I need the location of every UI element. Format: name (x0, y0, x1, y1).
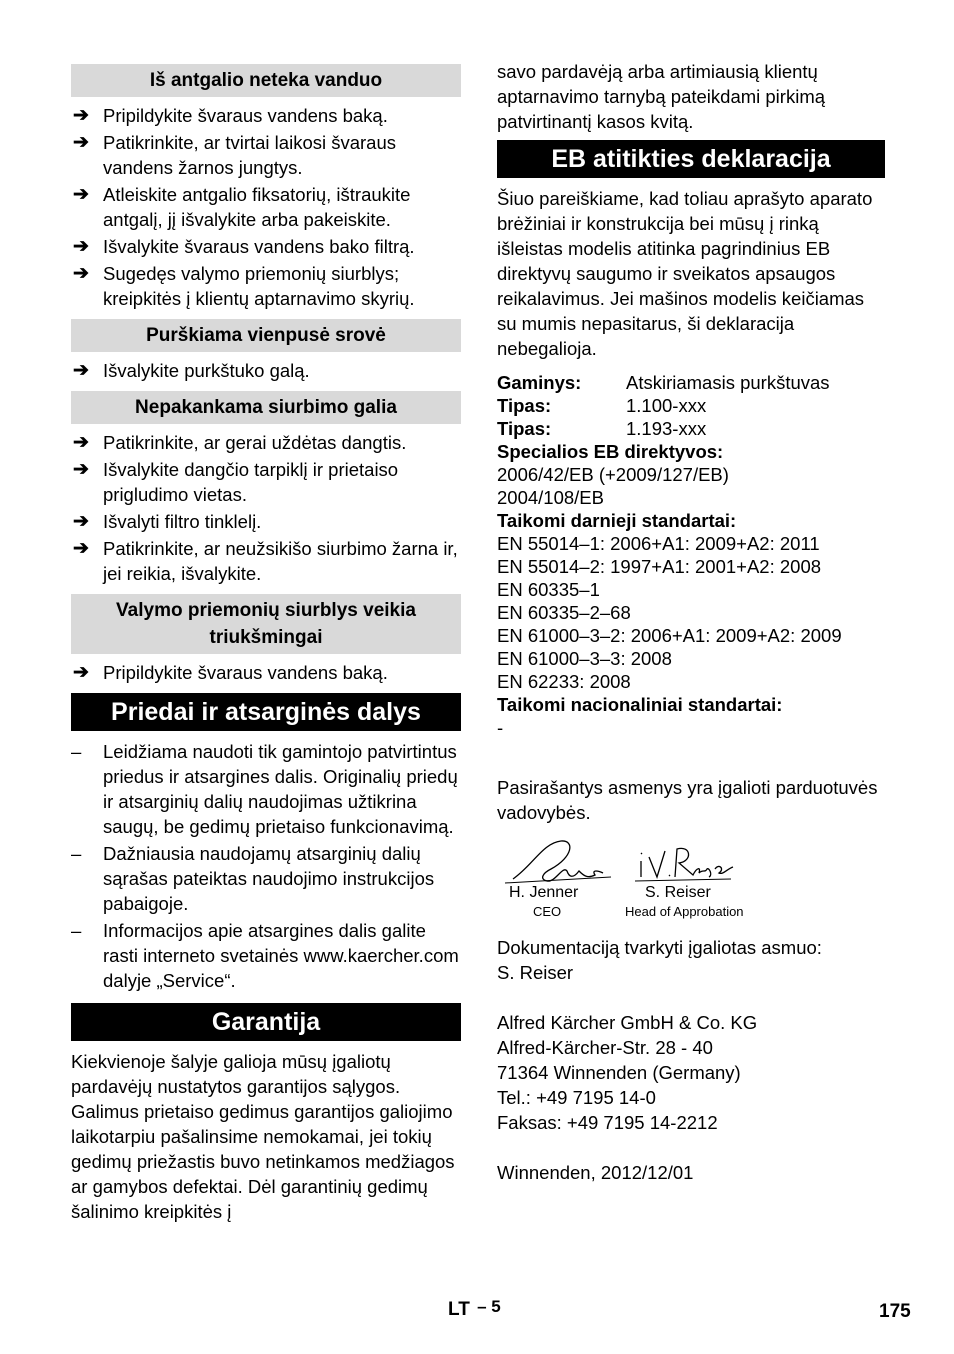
type-value: 1.100-xxx (626, 395, 707, 416)
list-item: ➔ Išvalyti filtro tinklelį. (73, 511, 262, 532)
type-label: Tipas: (497, 418, 552, 439)
standard: EN 60335–2–68 (497, 602, 631, 623)
signer1-role: CEO (533, 904, 562, 919)
warranty-continued: savo pardavėją arba artimiausią klientų aptarnavimo tarnybą pateikdami pirkimą patvirtinantį kasos kvitą. (497, 61, 826, 132)
signatories-text: Pasirašantys asmenys yra įgalioti parduotuvės vadovybės. (497, 777, 878, 823)
arrow-right-icon: ➔ (73, 263, 89, 284)
arrow-right-icon: ➔ (73, 511, 89, 532)
standard: EN 61000–3–3: 2008 (497, 648, 672, 669)
list-low-suction (71, 430, 461, 586)
heading-declaration: EB atitikties deklaracija (497, 140, 885, 178)
doc-person: S. Reiser (497, 962, 574, 983)
signer2-role: Head of Approbation (625, 904, 744, 919)
signature-prefix (497, 835, 498, 860)
arrow-right-icon: ➔ (73, 236, 89, 257)
list-item: ➔ Patikrinkite, ar tvirtai laikosi švaraus vandens žarnos jungtys. (73, 132, 397, 178)
arrow-right-icon: ➔ (73, 459, 89, 480)
list-item: ➔ Pripildykite švaraus vandens baką. (73, 105, 388, 126)
heading-one-sided-jet: Purškiama vienpusė srovė (71, 319, 461, 352)
product-value: Atskiriamasis purkštuvas (626, 372, 830, 393)
arrow-right-icon: ➔ (73, 184, 89, 205)
signatures (497, 835, 885, 935)
place-date: Winnenden, 2012/12/01 (497, 1162, 694, 1183)
national-value: - (497, 717, 504, 738)
list-accessories (71, 739, 461, 993)
list-item: ➔ Išvalykite dangčio tarpiklį ir prietaiso prigludimo vietas. (73, 459, 399, 505)
product-label: Gaminys: (497, 372, 582, 393)
heading-no-water: Iš antgalio neteka vanduo (71, 64, 461, 97)
directive: 2004/108/EB (497, 487, 604, 508)
directive: 2006/42/EB (+2009/127/EB) (497, 464, 729, 485)
right-column (497, 59, 885, 1185)
harmonized-label: Taikomi darnieji standartai: (497, 510, 737, 531)
list-item: – Informacijos apie atsargines dalis galite rasti interneto svetainės www.kaercher.com dalyje „Service“. (71, 920, 459, 991)
standard: EN 62233: 2008 (497, 671, 631, 692)
heading-noisy-pump: Valymo priemonių siurblys veikia triukšmingai (71, 594, 461, 654)
declaration-intro: Šiuo pareiškiame, kad toliau aprašyto aparato brėžiniai ir konstrukcija bei mūsų į rinką išleistas modelis atitinka pagrindinius EB direktyvų saugumo ir sveikatos apsaugos reikalavimus. Jei mašinos modelis keičiamas su mumis nepasitarus, ši deklaracija nebegalioja. (497, 188, 873, 359)
list-item: ➔ Patikrinkite, ar gerai uždėtas dangtis. (73, 432, 407, 453)
arrow-right-icon: ➔ (73, 662, 89, 683)
list-noisy-pump (71, 660, 461, 685)
list-one-sided-jet (71, 358, 461, 383)
type-label: Tipas: (497, 395, 552, 416)
address-line: Alfred Kärcher GmbH & Co. KG (497, 1012, 758, 1033)
arrow-right-icon: ➔ (73, 132, 89, 153)
list-no-water (71, 103, 461, 311)
warranty-text: Kiekvienoje šalyje galioja mūsų įgaliotų pardavėjų nustatytos garantijos sąlygos. Galimus prietaiso gedimus garantijos galiojimo laikotarpiu pašalinsime nemokamai, jei tokių gedimų priežastis buvo netinkamos medžiagos ar gamybos defektai. Dėl garantinių gedimų šalinimo kreipkitės į (71, 1051, 455, 1222)
arrow-right-icon: ➔ (73, 432, 89, 453)
list-item: ➔ Patikrinkite, ar neužsikišo siurbimo žarna ir, jei reikia, išvalykite. (73, 538, 458, 584)
list-item: ➔ Išvalykite purkštuko galą. (73, 360, 310, 381)
address-line: Tel.: +49 7195 14-0 (497, 1087, 656, 1108)
standard: EN 61000–3–2: 2006+A1: 2009+A2: 2009 (497, 625, 842, 646)
signer2-name: S. Reiser (645, 884, 711, 901)
list-item: ➔ Sugedęs valymo priemonių siurblys; kreipkitės į klientų aptarnavimo skyrių. (73, 263, 415, 309)
standard: EN 55014–2: 1997+A1: 2001+A2: 2008 (497, 556, 822, 577)
type-value: 1.193-xxx (626, 418, 707, 439)
footer-language: LT – 5 (448, 1297, 501, 1320)
heading-accessories: Priedai ir atsarginės dalys (71, 693, 461, 731)
list-item: ➔ Atleiskite antgalio fiksatorių, ištraukite antgalį, jį išvalykite arba pakeiskite. (73, 184, 411, 230)
arrow-right-icon: ➔ (73, 538, 89, 559)
list-item: – Dažniausia naudojamų atsarginių dalių sąrašas pateiktas naudojimo instrukcijos pabaigoje. (71, 843, 435, 914)
national-label: Taikomi nacionaliniai standartai: (497, 694, 783, 715)
list-item: – Leidžiama naudoti tik gamintojo patvirtintus priedus ir atsargines dalis. Originalių priedų ir atsarginių dalių naudojimas užtikrina saugų, be gedimų prietaiso funkcionavimą. (71, 741, 458, 837)
arrow-right-icon: ➔ (73, 105, 89, 126)
doc-person-label: Dokumentaciją tvarkyti įgaliotas asmuo: (497, 937, 822, 958)
page-number: 175 (879, 1301, 911, 1322)
arrow-right-icon: ➔ (73, 360, 89, 381)
address-line: Alfred-Kärcher-Str. 28 - 40 (497, 1037, 713, 1058)
heading-warranty: Garantija (71, 1003, 461, 1041)
list-item: ➔ Išvalykite švaraus vandens bako filtrą. (73, 236, 415, 257)
signer1-name: H. Jenner (509, 884, 579, 901)
signature-reiser (635, 839, 735, 889)
left-column (71, 64, 461, 1224)
address-line: 71364 Winnenden (Germany) (497, 1062, 741, 1083)
address-block (497, 1010, 885, 1135)
standard: EN 55014–1: 2006+A1: 2009+A2: 2011 (497, 533, 820, 554)
list-item: ➔ Pripildykite švaraus vandens baką. (73, 662, 388, 683)
standard: EN 60335–1 (497, 579, 600, 600)
directives-label: Specialios EB direktyvos: (497, 441, 724, 462)
address-line: Faksas: +49 7195 14-2212 (497, 1112, 718, 1133)
declaration-specs (497, 371, 885, 739)
heading-low-suction: Nepakankama siurbimo galia (71, 391, 461, 424)
